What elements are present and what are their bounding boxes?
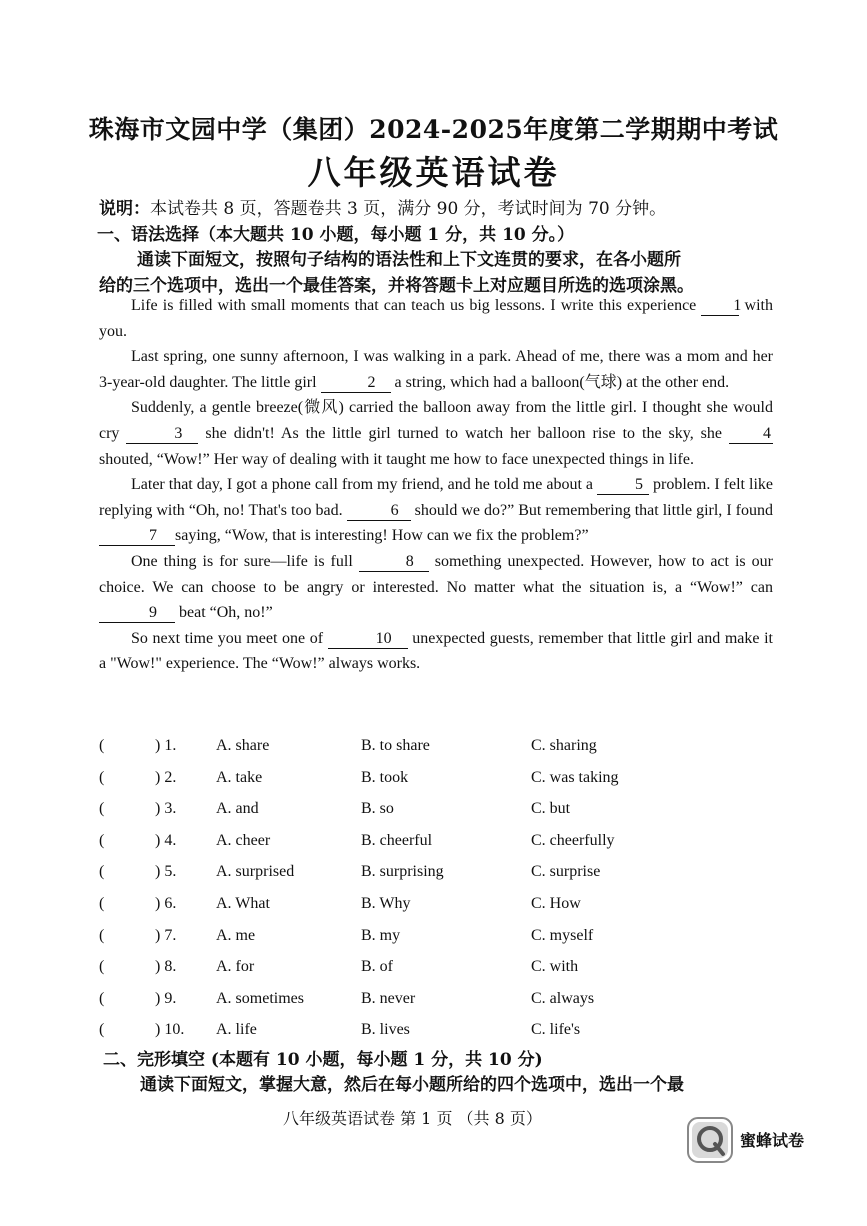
blank-10: 10 — [328, 630, 408, 649]
note-label: 说明： — [99, 199, 150, 219]
option-a: A. take — [216, 768, 263, 786]
question-row — [99, 891, 799, 923]
question-row — [99, 828, 799, 860]
option-b: B. to share — [361, 737, 430, 754]
question-row — [99, 796, 799, 828]
question-row — [99, 733, 799, 765]
section2-instruction: 通读下面短文，掌握大意，然后在每小题所给的四个选项中，选出一个最 — [140, 1075, 684, 1095]
answer-bracket: ( — [99, 926, 105, 944]
option-c: C. myself — [531, 926, 594, 944]
question-number: ) 4. — [155, 831, 177, 849]
watermark-text: 蜜蜂试卷 — [740, 1131, 805, 1150]
question-row — [99, 923, 799, 955]
option-a: A. me — [216, 926, 256, 944]
option-b: B. of — [361, 958, 393, 976]
option-c: C. cheerfully — [531, 831, 615, 849]
option-c: C. always — [531, 989, 595, 1007]
question-number: ) 1. — [155, 737, 177, 754]
blank-6: 6 — [347, 502, 411, 521]
passage-paragraph-2: Last spring, one sunny afternoon, I was walking in a park. Ahead of me, there was a mom and her 3-year-old daughter. The little girl 2 a string, which had a balloon(气球) at the other end. — [99, 348, 773, 391]
option-a: A. sometimes — [216, 989, 304, 1007]
page-footer: 八年级英语试卷 第 1 页 （共 8 页） — [283, 1109, 542, 1128]
blank-4: 4 — [729, 425, 773, 444]
answer-bracket: ( — [99, 989, 105, 1007]
bee-logo-icon — [686, 1116, 734, 1164]
blank-9: 9 — [99, 604, 175, 623]
option-b: B. surprising — [361, 863, 444, 881]
note-text: 本试卷共 8 页，答题卷共 3 页，满分 90 分，考试时间为 70 分钟。 — [150, 199, 667, 219]
option-c: C. was taking — [531, 768, 619, 786]
exam-title-subject: 八年级英语试卷 — [307, 153, 560, 192]
option-b: B. lives — [361, 1021, 410, 1039]
option-a: A. life — [216, 1021, 257, 1039]
option-b: B. my — [361, 926, 401, 944]
passage-paragraph-6: So next time you meet one of 10 unexpected guests, remember that little girl and make it a "Wow!" experience. The “Wow!” always works. — [99, 629, 773, 673]
option-b: B. cheerful — [361, 831, 433, 849]
question-row — [99, 986, 799, 1018]
section2-heading: 二、完形填空 (本题有 10 小题，每小题 1 分，共 10 分) — [103, 1050, 543, 1070]
option-a: A. surprised — [216, 863, 295, 881]
option-c: C. sharing — [531, 737, 597, 754]
answer-bracket: ( — [99, 894, 105, 912]
blank-5: 5 — [597, 476, 649, 495]
answer-bracket: ( — [99, 958, 105, 976]
option-b: B. Why — [361, 894, 411, 912]
exam-instructions — [99, 194, 666, 219]
option-a: A. cheer — [216, 831, 271, 849]
question-number: ) 10. — [155, 1021, 185, 1039]
option-b: B. never — [361, 989, 416, 1007]
answer-bracket: ( — [99, 831, 105, 849]
question-row — [99, 859, 799, 891]
question-number: ) 9. — [155, 989, 177, 1007]
question-number: ) 8. — [155, 958, 177, 976]
passage-paragraph-5: One thing is for sure—life is full 8 something unexpected. However, how to act is our choice. We can choose to be angry or interested. No matter what the situation is, a “Wow!” can 9 beat “Oh, no!” — [99, 552, 773, 622]
section1-instruction-line2: 给的三个选项中，选出一个最佳答案，并将答题卡上对应题目所选的选项涂黑。 — [99, 276, 694, 296]
question-number: ) 5. — [155, 863, 177, 881]
option-a: A. for — [216, 958, 255, 976]
exam-title-school: 珠海市文园中学（集团）2024-2025年度第二学期期中考试 — [88, 115, 779, 144]
blank-1: 1 — [701, 297, 739, 316]
question-number: ) 2. — [155, 768, 177, 786]
section1-instruction-line1: 通读下面短文，按照句子结构的语法性和上下文连贯的要求，在各小题所 — [137, 250, 681, 270]
answer-bracket: ( — [99, 863, 105, 881]
option-c: C. surprise — [531, 863, 601, 881]
blank-2: 2 — [321, 374, 391, 393]
passage-paragraph-1: Life is filled with small moments that can teach us big lessons. I write this experience 1 with you. — [99, 297, 773, 340]
reading-passage — [99, 293, 773, 677]
answer-bracket: ( — [99, 800, 105, 818]
question-number: ) 7. — [155, 926, 177, 944]
section1-heading: 一、语法选择（本大题共 10 小题，每小题 1 分，共 10 分。） — [97, 225, 575, 245]
answer-bracket: ( — [99, 1021, 105, 1039]
option-c: C. with — [531, 958, 579, 976]
answer-options-list — [99, 733, 799, 1049]
option-c: C. but — [531, 800, 571, 818]
option-a: A. What — [216, 894, 270, 912]
question-number: ) 6. — [155, 894, 177, 912]
blank-8: 8 — [359, 553, 429, 572]
answer-bracket: ( — [99, 768, 105, 786]
option-a: A. share — [216, 737, 270, 754]
passage-paragraph-4: Later that day, I got a phone call from my friend, and he told me about a 5 problem. I felt like replying with “Oh, no! That's too bad. 6 should we do?” But remembering that little girl, I found 7 saying, “Wow, that is interesting! How can we fix the problem?” — [99, 476, 774, 545]
answer-bracket: ( — [99, 737, 105, 754]
option-b: B. took — [361, 768, 409, 786]
question-number: ) 3. — [155, 800, 177, 818]
question-row — [99, 954, 799, 986]
option-b: B. so — [361, 800, 394, 818]
option-c: C. life's — [531, 1021, 581, 1039]
question-row — [99, 765, 799, 797]
passage-paragraph-3: Suddenly, a gentle breeze(微风) carried the balloon away from the little girl. I thought she would cry 3 she didn't! As the little girl turned to watch her balloon rise to the sky, she 4 shouted, “Wow!” Her way of dealing with it taught me how to face unexpected things in life. — [99, 399, 773, 468]
option-c: C. How — [531, 894, 581, 912]
blank-7: 7 — [99, 527, 175, 546]
option-a: A. and — [216, 800, 259, 818]
blank-3: 3 — [126, 425, 198, 444]
